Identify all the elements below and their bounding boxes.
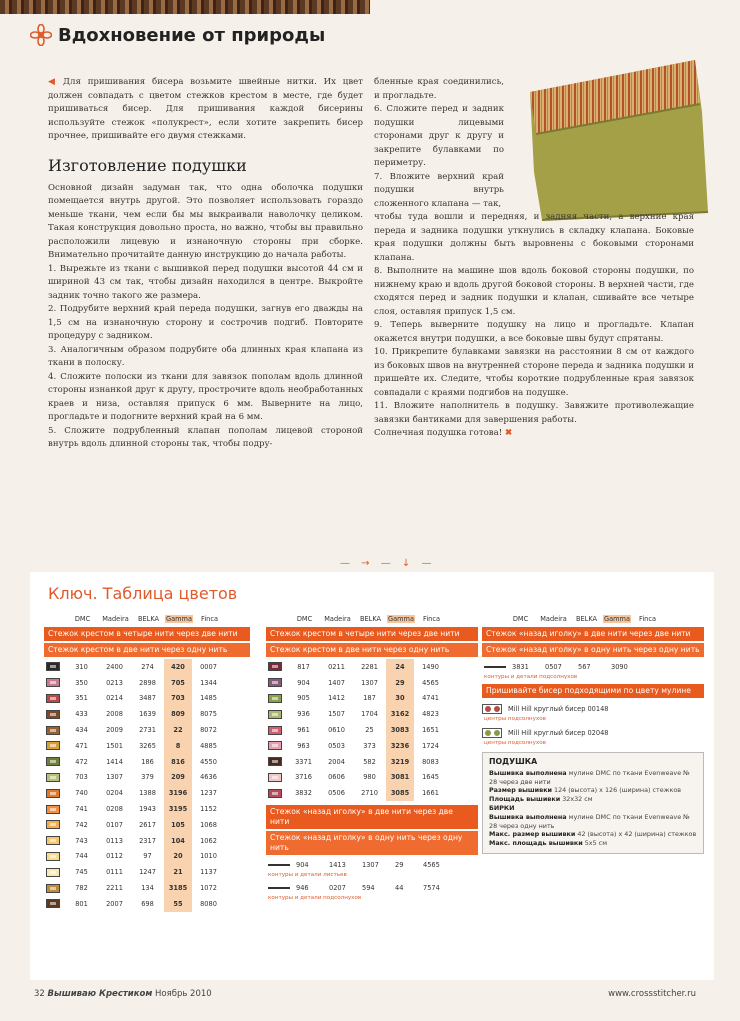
color-swatch-icon bbox=[46, 726, 60, 735]
key-cell: 3081 bbox=[386, 770, 414, 786]
key-cell: 3196 bbox=[164, 785, 192, 801]
arrow-bullet-icon: ◀ bbox=[48, 77, 60, 87]
paragraph: 9. Теперь выверните подушку на лицо и прогладьте. Клапан окажется внутри подушки, а все боковые швы будут спрятаны. bbox=[374, 320, 694, 344]
row-note: контуры и детали подсолнухов bbox=[484, 674, 578, 680]
banner-cross4: Стежок крестом в четыре нити через две нити bbox=[266, 627, 478, 641]
key-cell: 0507 bbox=[545, 662, 562, 671]
paragraph: 8. Выполните на машине шов вдоль боковой стороны подушки, по нижнему краю и вдоль другой боковой стороны. В верхней части, где сходятся перед и задник подушки и клапан, сшивайте все четыре слоя, оставляя припуск 1,5 см. bbox=[374, 266, 694, 317]
key-cell: 3716 bbox=[295, 773, 312, 782]
key-cell: 3083 bbox=[386, 722, 414, 738]
key-cell: 2004 bbox=[328, 757, 345, 766]
info-line bbox=[489, 786, 697, 795]
key-cell: 743 bbox=[75, 836, 88, 845]
key-row bbox=[266, 754, 478, 770]
key-cell: 904 bbox=[297, 678, 310, 687]
color-swatch-icon bbox=[46, 868, 60, 877]
key-row bbox=[266, 770, 478, 786]
key-cell: 25 bbox=[365, 726, 374, 735]
key-cell: 209 bbox=[164, 770, 192, 786]
key-cell: 1010 bbox=[200, 852, 217, 861]
key-cell: 29 bbox=[395, 860, 404, 869]
color-swatch-icon bbox=[268, 789, 282, 798]
key-cell: 0204 bbox=[106, 789, 123, 798]
key-cell: 782 bbox=[75, 884, 88, 893]
decorative-strip bbox=[0, 0, 370, 14]
text-column-right bbox=[374, 76, 694, 441]
info-label: Вышивка выполнена bbox=[489, 812, 567, 821]
key-cell: 186 bbox=[141, 757, 154, 766]
magazine-name: Вышиваю Крестиком bbox=[47, 989, 153, 999]
key-row bbox=[44, 738, 250, 754]
info-line bbox=[489, 795, 697, 804]
banner-back2: Стежок «назад иголку» в две нити через две нити bbox=[266, 805, 478, 829]
key-cell: 0207 bbox=[329, 883, 346, 892]
key-row bbox=[44, 754, 250, 770]
key-row bbox=[44, 706, 250, 722]
info-label: Макс. площадь вышивки bbox=[489, 839, 583, 848]
key-row bbox=[44, 864, 250, 880]
color-swatch-icon bbox=[46, 884, 60, 893]
key-cell: 7574 bbox=[423, 883, 440, 892]
key-cell: 963 bbox=[297, 741, 310, 750]
color-swatch-icon bbox=[46, 820, 60, 829]
text-column-left bbox=[48, 76, 363, 452]
banner-back2: Стежок «назад иголку» в две нити через две нити bbox=[482, 627, 704, 641]
line-swatch-icon bbox=[268, 887, 290, 889]
color-swatch-icon bbox=[268, 741, 282, 750]
key-cell: 3219 bbox=[386, 754, 414, 770]
page-number: 32 bbox=[34, 989, 45, 999]
key-cell: 134 bbox=[141, 884, 154, 893]
key-cell: 373 bbox=[363, 741, 376, 750]
key-cell: 472 bbox=[75, 757, 88, 766]
color-swatch-icon bbox=[268, 773, 282, 782]
key-cell: 351 bbox=[75, 694, 88, 703]
key-header-row: DMC Madeira BELKA Gamma Finca bbox=[296, 615, 440, 623]
key-cell: 434 bbox=[75, 726, 88, 735]
key-cell: 97 bbox=[143, 852, 152, 861]
key-cell: 1651 bbox=[422, 726, 439, 735]
paragraph: 5. Сложите подрубленный клапан пополам лицевой стороной внутрь вдоль длинной стороны так, чтобы подру- bbox=[48, 425, 363, 449]
key-cell: 3265 bbox=[139, 741, 156, 750]
bead-icon bbox=[482, 704, 502, 714]
key-cell: 3162 bbox=[386, 706, 414, 722]
info-label: БИРКИ bbox=[489, 803, 515, 812]
key-row bbox=[266, 675, 478, 691]
key-cell: 817 bbox=[297, 662, 310, 671]
backstitch-row bbox=[482, 659, 704, 674]
key-cell: 104 bbox=[164, 833, 192, 849]
key-cell: 310 bbox=[75, 662, 88, 671]
key-cell: 44 bbox=[395, 883, 404, 892]
key-cell: 1307 bbox=[362, 860, 379, 869]
key-row bbox=[44, 817, 250, 833]
key-row bbox=[44, 785, 250, 801]
key-cell: 8072 bbox=[200, 726, 217, 735]
banner-cross2: Стежок крестом в две нити через одну нить bbox=[44, 643, 250, 657]
paragraph: бленные края соединились, и прогладьте. bbox=[374, 77, 504, 101]
bead-label: Mill Hill круглый бисер 00148 bbox=[508, 704, 609, 713]
color-swatch-icon bbox=[268, 710, 282, 719]
color-swatch-icon bbox=[268, 726, 282, 735]
key-cell: 703 bbox=[164, 691, 192, 707]
key-cell: 594 bbox=[362, 883, 375, 892]
key-cell: 55 bbox=[164, 896, 192, 912]
key-cell: 0503 bbox=[328, 741, 345, 750]
key-cell: 2400 bbox=[106, 662, 123, 671]
row-note: контуры и детали листьев bbox=[268, 872, 347, 879]
key-cell: 0113 bbox=[106, 836, 123, 845]
key-cell: 3832 bbox=[295, 789, 312, 798]
key-cell: 582 bbox=[363, 757, 376, 766]
key-cell: 24 bbox=[386, 659, 414, 675]
color-swatch-icon bbox=[46, 805, 60, 814]
key-cell: 2007 bbox=[106, 899, 123, 908]
key-cell: 2211 bbox=[106, 884, 123, 893]
key-cell: 1247 bbox=[139, 868, 156, 877]
info-line bbox=[489, 839, 697, 848]
paragraph: 11. Вложите наполнитель в подушку. Завяжите противолежащие завязки бантиками для завершения работы. bbox=[374, 401, 694, 425]
key-cell: 274 bbox=[141, 662, 154, 671]
info-line bbox=[489, 804, 697, 813]
key-cell: 1344 bbox=[200, 678, 217, 687]
key-cell: 3195 bbox=[164, 801, 192, 817]
key-cell: 21 bbox=[164, 864, 192, 880]
key-cell: 4565 bbox=[422, 678, 439, 687]
color-swatch-icon bbox=[46, 757, 60, 766]
key-cell: 741 bbox=[75, 805, 88, 814]
key-cell: 0214 bbox=[106, 694, 123, 703]
key-cell: 1485 bbox=[200, 694, 217, 703]
banner-cross4: Стежок крестом в четыре нити через две нити bbox=[44, 627, 250, 641]
key-row bbox=[44, 833, 250, 849]
color-swatch-icon bbox=[46, 694, 60, 703]
info-line bbox=[489, 769, 697, 787]
key-row bbox=[44, 659, 250, 675]
paragraph: 7. Вложите верхний край подушки внутрь сложенного клапана — так, bbox=[374, 171, 504, 209]
backstitch-row bbox=[266, 857, 478, 872]
key-cell: 961 bbox=[297, 726, 310, 735]
bead-row bbox=[482, 725, 704, 740]
issue-date: Ноябрь 2010 bbox=[155, 989, 212, 999]
info-label: Макс. размер вышивки bbox=[489, 830, 576, 839]
key-row bbox=[44, 770, 250, 786]
key-row bbox=[266, 659, 478, 675]
key-cell: 1724 bbox=[422, 741, 439, 750]
key-header-row: DMC Madeira BELKA Gamma Finca bbox=[512, 615, 656, 623]
info-title: ПОДУШКА bbox=[489, 757, 538, 766]
key-cell: 904 bbox=[296, 860, 309, 869]
color-swatch-icon bbox=[46, 662, 60, 671]
key-cell: 4741 bbox=[422, 694, 439, 703]
info-value: 5х5 см bbox=[582, 839, 608, 848]
key-header-row: DMC Madeira BELKA Gamma Finca bbox=[74, 615, 218, 623]
color-swatch-icon bbox=[46, 899, 60, 908]
key-cell: 0610 bbox=[328, 726, 345, 735]
color-swatch-icon bbox=[268, 662, 282, 671]
info-line bbox=[489, 813, 697, 831]
key-cell: 8 bbox=[164, 738, 192, 754]
key-row bbox=[266, 785, 478, 801]
key-cell: 29 bbox=[386, 675, 414, 691]
key-cell: 742 bbox=[75, 820, 88, 829]
info-value: мулине DMC по ткани Evenweave № 28 через одну нить bbox=[489, 812, 690, 830]
key-cell: 0208 bbox=[106, 805, 123, 814]
key-row bbox=[44, 722, 250, 738]
row-note: контуры и детали подсолнухов bbox=[268, 895, 362, 902]
key-cell: 1307 bbox=[361, 678, 378, 687]
key-cell: 1661 bbox=[422, 789, 439, 798]
key-cell: 2710 bbox=[361, 789, 378, 798]
key-cell: 936 bbox=[297, 710, 310, 719]
key-cell: 744 bbox=[75, 852, 88, 861]
backstitch-row bbox=[266, 880, 478, 895]
key-cell: 1412 bbox=[328, 694, 345, 703]
key-column-2 bbox=[266, 612, 478, 903]
key-cell: 3487 bbox=[139, 694, 156, 703]
key-cell: 4823 bbox=[422, 710, 439, 719]
row-note: центры подсолнухов bbox=[484, 716, 546, 722]
key-cell: 471 bbox=[75, 741, 88, 750]
banner-beads: Пришивайте бисер подходящими по цвету мулине bbox=[482, 684, 704, 698]
info-value: 42 (высота) х 42 (ширина) стежков bbox=[575, 830, 697, 839]
key-cell: 3831 bbox=[512, 662, 529, 671]
key-cell: 905 bbox=[297, 694, 310, 703]
key-row bbox=[266, 706, 478, 722]
key-cell: 1062 bbox=[200, 836, 217, 845]
key-cell: 1413 bbox=[329, 860, 346, 869]
key-cell: 3185 bbox=[164, 880, 192, 896]
key-row bbox=[266, 722, 478, 738]
key-cell: 801 bbox=[75, 899, 88, 908]
key-cell: 2731 bbox=[139, 726, 156, 735]
color-swatch-icon bbox=[46, 710, 60, 719]
key-cell: 4885 bbox=[200, 741, 217, 750]
key-cell: 946 bbox=[296, 883, 309, 892]
key-cell: 698 bbox=[141, 899, 154, 908]
paragraph: чтобы туда вошли и передняя, и задняя части, а верхние края переда и задника подушки уткнулись в складку клапана. Боковые края подушки должны быть выровнены с боковыми сторонами клапана. bbox=[374, 212, 694, 263]
bead-label: Mill Hill круглый бисер 02048 bbox=[508, 728, 609, 737]
key-cell: 350 bbox=[75, 678, 88, 687]
paragraph: 2. Подрубите верхний край переда подушки, загнув его дважды на 1,5 см на изнаночную сторону и сострочив подгиб. Повторите процедуру с задником. bbox=[48, 304, 363, 341]
key-cell: 0111 bbox=[106, 868, 123, 877]
key-row bbox=[44, 849, 250, 865]
key-cell: 1414 bbox=[106, 757, 123, 766]
key-cell: 1501 bbox=[106, 741, 123, 750]
closing-line: Солнечная подушка готова! ✖ bbox=[374, 428, 513, 438]
footer-site: www.crossstitcher.ru bbox=[608, 989, 696, 999]
key-cell: 1704 bbox=[361, 710, 378, 719]
color-swatch-icon bbox=[46, 852, 60, 861]
project-info-box bbox=[482, 752, 704, 854]
key-cell: 8080 bbox=[200, 899, 217, 908]
key-cell: 3236 bbox=[386, 738, 414, 754]
key-cell: 1152 bbox=[200, 805, 217, 814]
key-cell: 0213 bbox=[106, 678, 123, 687]
paragraph: 10. Прикрепите булавками завязки на расстоянии 8 см от каждого из боковых швов на внутренней стороне переда и задника подушки и пришейте их. Следите, чтобы короткие подрубленные края завязок совпадали с краями подгибов на подушке. bbox=[374, 347, 694, 398]
key-cell: 809 bbox=[164, 706, 192, 722]
paragraph: 6. Сложите перед и задник подушки лицевыми сторонами друг к другу и закрепите булавками по периметру. bbox=[374, 104, 504, 168]
key-column-1 bbox=[44, 612, 250, 912]
color-swatch-icon bbox=[46, 741, 60, 750]
info-value: мулине DMC по ткани Evenweave № 28 через две нити bbox=[489, 768, 690, 786]
key-cell: 1137 bbox=[200, 868, 217, 877]
key-cell: 30 bbox=[386, 691, 414, 707]
key-cell: 379 bbox=[141, 773, 154, 782]
info-value: 124 (высота) х 126 (ширина) стежков bbox=[552, 786, 681, 795]
key-cell: 1645 bbox=[422, 773, 439, 782]
key-cell: 0107 bbox=[106, 820, 123, 829]
key-cell: 0606 bbox=[328, 773, 345, 782]
key-cell: 0007 bbox=[200, 662, 217, 671]
color-swatch-icon bbox=[46, 836, 60, 845]
key-cell: 2281 bbox=[361, 662, 378, 671]
key-cell: 1507 bbox=[328, 710, 345, 719]
key-row bbox=[44, 896, 250, 912]
line-swatch-icon bbox=[268, 864, 290, 866]
key-cell: 980 bbox=[363, 773, 376, 782]
key-cell: 2009 bbox=[106, 726, 123, 735]
key-cell: 22 bbox=[164, 722, 192, 738]
key-cell: 3085 bbox=[386, 785, 414, 801]
key-title: Ключ. Таблица цветов bbox=[48, 584, 238, 603]
banner-back1: Стежок «назад иголку» в одну нить через одну нить bbox=[266, 831, 478, 855]
key-cell: 0112 bbox=[106, 852, 123, 861]
key-cell: 1490 bbox=[422, 662, 439, 671]
key-cell: 1943 bbox=[139, 805, 156, 814]
bead-row bbox=[482, 701, 704, 716]
color-swatch-icon bbox=[268, 694, 282, 703]
key-cell: 2898 bbox=[139, 678, 156, 687]
info-label: Размер вышивки bbox=[489, 786, 553, 795]
page-header bbox=[30, 24, 325, 46]
key-column-3 bbox=[482, 612, 704, 854]
key-cell: 187 bbox=[363, 694, 376, 703]
section-title: Изготовление подушки bbox=[48, 155, 247, 175]
key-cell: 1072 bbox=[200, 884, 217, 893]
info-label: Площадь вышивки bbox=[489, 795, 561, 804]
paragraph: 3. Аналогичным образом подрубите оба длинных края клапана из ткани в полоску. bbox=[48, 344, 363, 368]
color-swatch-icon bbox=[268, 757, 282, 766]
paragraph: Основной дизайн задуман так, что одна оболочка подушки помещается внутрь другой. Это позволяет использовать гораздо меньше ткани, чем если бы мы выкраивали наволочку целиком. Такая конструкция довольно проста, но важно, чтобы вы правильно расположили лицевую и изнаночную стороны при сборке. Внимательно прочитайте данную инструкцию до начала работы. bbox=[48, 182, 363, 260]
paragraph: 1. Вырежьте из ткани с вышивкой перед подушки высотой 44 см и шириной 43 см так, чтобы дизайн находился в центре. Выкройте задник точно такого же размера. bbox=[48, 263, 363, 301]
key-cell: 2008 bbox=[106, 710, 123, 719]
paragraph: 4. Сложите полоски из ткани для завязок пополам вдоль длинной стороны изнанкой друг к другу, прострочите вдоль необработанных краев и низа, оставляя припуск 6 мм. Выверните на лицо, прогладьте и подогните верхний край на 6 мм. bbox=[48, 371, 363, 422]
key-cell: 816 bbox=[164, 754, 192, 770]
key-cell: 2617 bbox=[139, 820, 156, 829]
key-cell: 703 bbox=[75, 773, 88, 782]
key-cell: 1237 bbox=[200, 789, 217, 798]
key-row bbox=[44, 675, 250, 691]
footer-left bbox=[34, 989, 212, 999]
end-mark-icon: ✖ bbox=[504, 428, 513, 438]
flower-icon bbox=[30, 24, 52, 46]
line-swatch-icon bbox=[484, 666, 506, 668]
key-cell: 3090 bbox=[611, 662, 628, 671]
key-row bbox=[44, 691, 250, 707]
key-cell: 105 bbox=[164, 817, 192, 833]
color-swatch-icon bbox=[268, 678, 282, 687]
color-swatch-icon bbox=[46, 773, 60, 782]
key-cell: 1068 bbox=[200, 820, 217, 829]
key-cell: 1407 bbox=[328, 678, 345, 687]
key-cell: 1639 bbox=[139, 710, 156, 719]
banner-back1: Стежок «назад иголку» в одну нить через одну нить bbox=[482, 643, 704, 657]
color-swatch-icon bbox=[46, 678, 60, 687]
key-cell: 4565 bbox=[423, 860, 440, 869]
key-cell: 0211 bbox=[328, 662, 345, 671]
banner-cross2: Стежок крестом в две нити через одну нить bbox=[266, 643, 478, 657]
info-line bbox=[489, 830, 697, 839]
key-cell: 745 bbox=[75, 868, 88, 877]
key-cell: 1388 bbox=[139, 789, 156, 798]
page-title: Вдохновение от природы bbox=[58, 24, 326, 46]
key-cell: 8083 bbox=[422, 757, 439, 766]
key-row bbox=[44, 801, 250, 817]
intro-paragraph: ◀ Для пришивания бисера возьмите швейные нитки. Их цвет должен совпадать с цветом стежков крестом в месте, где будет пришиваться бисер. Для пришивания каждой бисерины используйте стежок «полукрест», если хотите закрепить бисер прочнее, пришивайте его двумя стежками. bbox=[48, 77, 364, 141]
key-cell: 3371 bbox=[295, 757, 312, 766]
info-label: Вышивка выполнена bbox=[489, 768, 567, 777]
key-cell: 2317 bbox=[139, 836, 156, 845]
row-note: центры подсолнухов bbox=[484, 740, 546, 746]
key-cell: 1307 bbox=[106, 773, 123, 782]
info-value: 32х32 см bbox=[560, 795, 593, 804]
key-cell: 433 bbox=[75, 710, 88, 719]
key-cell: 8075 bbox=[200, 710, 217, 719]
key-row bbox=[44, 880, 250, 896]
arrow-divider: — → — ↓ — bbox=[340, 558, 436, 569]
bead-icon bbox=[482, 728, 502, 738]
color-key-table bbox=[30, 572, 714, 980]
key-cell: 4550 bbox=[200, 757, 217, 766]
key-cell: 0506 bbox=[328, 789, 345, 798]
key-cell: 420 bbox=[164, 659, 192, 675]
key-row bbox=[266, 738, 478, 754]
key-cell: 705 bbox=[164, 675, 192, 691]
key-row bbox=[266, 691, 478, 707]
key-cell: 567 bbox=[578, 662, 591, 671]
color-swatch-icon bbox=[46, 789, 60, 798]
key-cell: 4636 bbox=[200, 773, 217, 782]
key-cell: 20 bbox=[164, 849, 192, 865]
key-cell: 740 bbox=[75, 789, 88, 798]
